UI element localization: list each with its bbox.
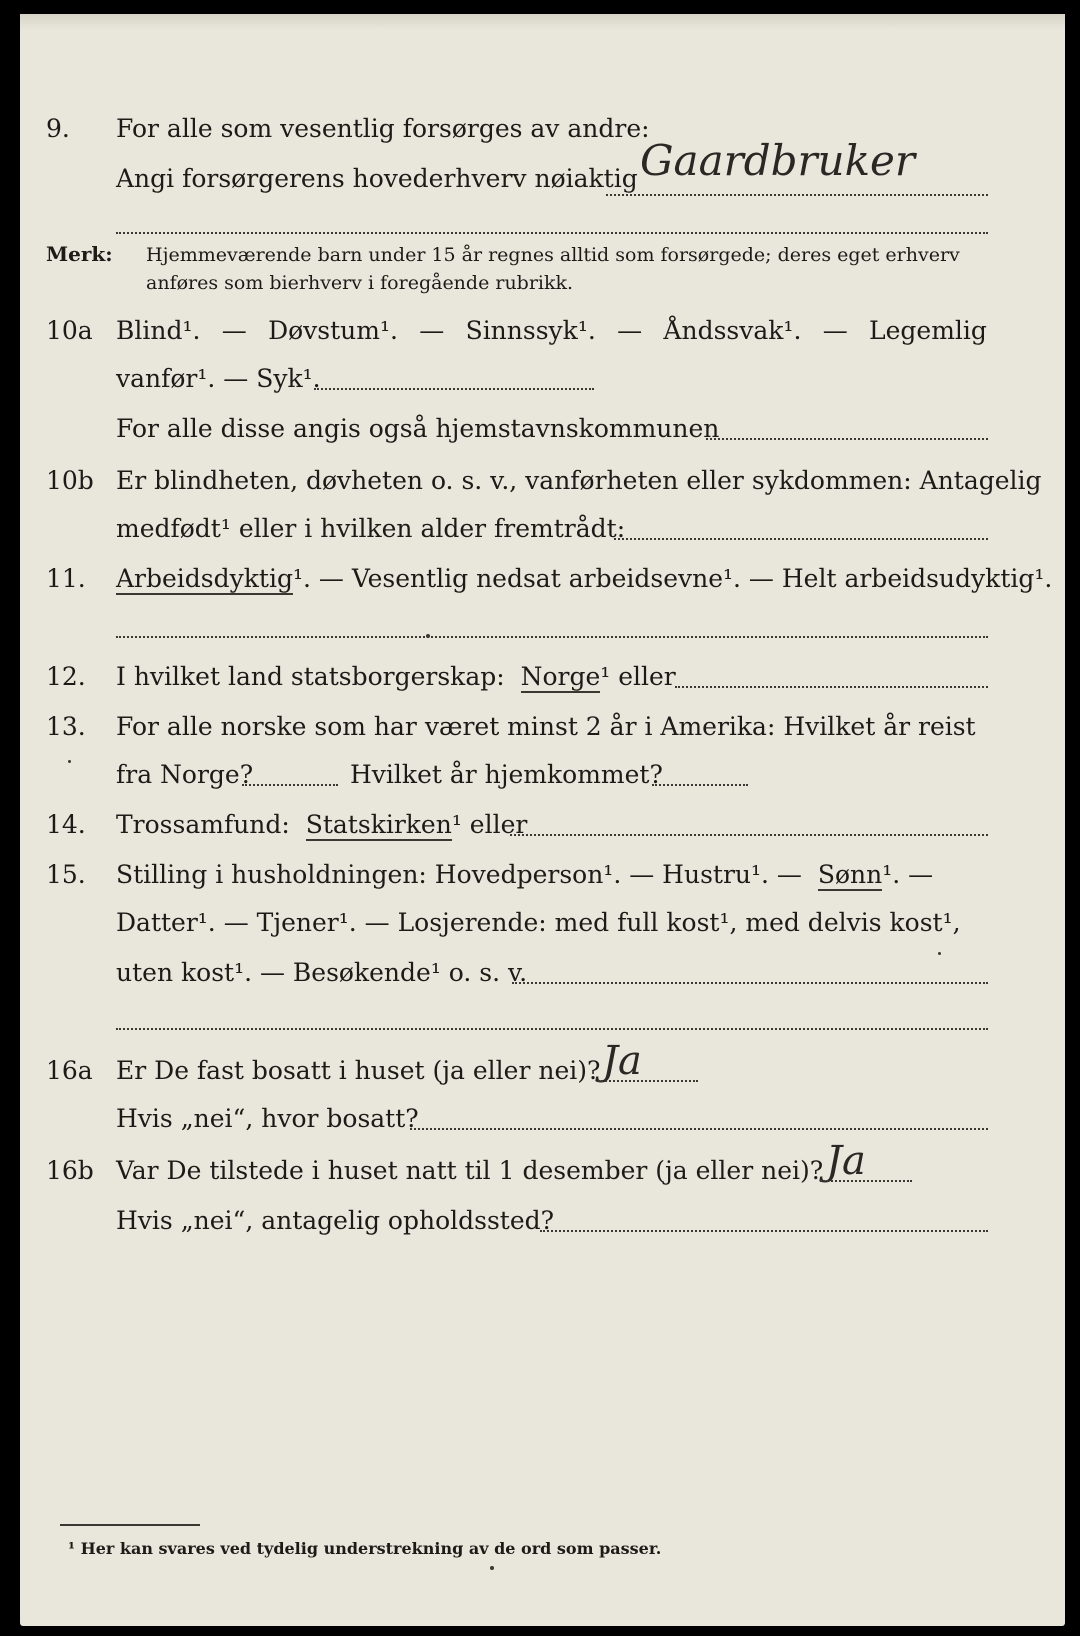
q16a-bosatt-line <box>410 1128 988 1130</box>
q14-number: 14. <box>46 810 86 839</box>
q9-answer-handwritten: Gaardbruker <box>640 136 915 185</box>
q10a-dash: — <box>822 316 848 345</box>
q16b-answer-handwritten: Ja <box>826 1138 866 1184</box>
paper-speck <box>490 1566 494 1570</box>
q11-rest: ¹. — Vesentlig nedsat arbeidsevne¹. — Helt arbeidsudyktig¹. <box>292 564 1053 593</box>
q10a-line2: vanfør¹. — Syk¹. <box>116 364 321 393</box>
q16a-answer-line <box>598 1080 698 1082</box>
q16a-line2: Hvis „nei“, hvor bosatt? <box>116 1104 419 1133</box>
q15-line3: uten kost¹. — Besøkende¹ o. s. v. <box>116 958 528 987</box>
q14-answer-line <box>510 834 988 836</box>
q16b-line1: Var De tilstede i huset natt til 1 desember (ja eller nei)? <box>116 1156 824 1185</box>
census-form-page <box>20 14 1065 1626</box>
q16a-number: 16a <box>46 1056 93 1085</box>
q11-extra-line <box>116 636 988 638</box>
q13-line1: For alle norske som har været minst 2 år i Amerika: Hvilket år reist <box>116 712 976 741</box>
q15-line1b: ¹. — <box>882 860 934 889</box>
q16b-number: 16b <box>46 1156 94 1185</box>
q15-extra-line <box>116 1028 988 1030</box>
q10b-answer-line <box>614 538 988 540</box>
q15-line1a: Stilling i husholdningen: Hovedperson¹. — Hustru¹. — <box>116 860 802 889</box>
merk-line1: Hjemmeværende barn under 15 år regnes alltid som forsørgede; deres eget erhverv <box>146 244 960 266</box>
merk-line2: anføres som bierhverv i foregående rubrikk. <box>146 272 574 294</box>
q14-line1 <box>116 810 527 839</box>
q12-underlined-answer: Norge <box>520 662 601 691</box>
footnote-rule <box>60 1524 200 1526</box>
q10b-number: 10b <box>46 466 94 495</box>
q15-line2: Datter¹. — Tjener¹. — Losjerende: med full kost¹, med delvis kost¹, <box>116 908 961 937</box>
q13-reist-line <box>242 784 338 786</box>
q12-prefix: I hvilket land statsborgerskap: <box>116 662 505 691</box>
q10a-syk-line <box>314 388 594 390</box>
q16b-opholdssted-line <box>540 1230 988 1232</box>
q9-line2: Angi forsørgerens hovederhverv nøiaktig <box>116 164 638 193</box>
q10a-word: Åndssvak¹. <box>663 316 802 345</box>
q11-underlined-answer: Arbeidsdyktig <box>116 564 293 593</box>
q14-underlined-answer: Statskirken <box>305 810 452 839</box>
q10a-word: Legemlig <box>869 316 987 345</box>
q16b-answer-line <box>820 1180 912 1182</box>
q10a-line3: For alle disse angis også hjemstavnskommunen <box>116 414 720 443</box>
q11-line1 <box>116 564 1052 593</box>
q14-prefix: Trossamfund: <box>116 810 290 839</box>
q9-answer-line <box>606 194 988 196</box>
q10a-line1 <box>116 316 987 345</box>
q16a-line1: Er De fast bosatt i huset (ja eller nei)? <box>116 1056 601 1085</box>
q9-number: 9. <box>46 114 70 143</box>
paper-speck <box>426 634 430 638</box>
q15-number: 15. <box>46 860 86 889</box>
q16a-answer-handwritten: Ja <box>602 1038 642 1084</box>
merk-label: Merk: <box>46 242 113 266</box>
q10a-number: 10a <box>46 316 93 345</box>
q13-hjemkommet-line <box>652 784 748 786</box>
q10a-dash: — <box>221 316 247 345</box>
q12-answer-line <box>675 686 988 688</box>
q12-line1 <box>116 662 676 691</box>
footnote: ¹ Her kan svares ved tydelig understrekning av de ord som passer. <box>68 1539 662 1558</box>
q10a-word: Blind¹. <box>116 316 201 345</box>
q10a-dash: — <box>617 316 643 345</box>
q10b-line2: medfødt¹ eller i hvilken alder fremtrådt: <box>116 514 626 543</box>
q15-underlined-answer: Sønn <box>817 860 883 889</box>
q9-extra-line <box>116 232 988 234</box>
q15-line1 <box>116 860 933 889</box>
q13-line2a: fra Norge? <box>116 760 254 789</box>
paper-speck <box>68 760 71 763</box>
q12-number: 12. <box>46 662 86 691</box>
q9-line1: For alle som vesentlig forsørges av andre: <box>116 114 650 143</box>
q10b-line1: Er blindheten, døvheten o. s. v., vanførheten eller sykdommen: Antagelig <box>116 466 1042 495</box>
q12-suffix: ¹ eller <box>600 662 676 691</box>
q11-number: 11. <box>46 564 86 593</box>
q14-suffix: ¹ eller <box>451 810 528 839</box>
q15-answer-line <box>512 982 988 984</box>
page-top-edge <box>20 14 1065 30</box>
paper-speck <box>938 952 941 955</box>
q13-number: 13. <box>46 712 86 741</box>
q10a-word: Døvstum¹. <box>268 316 398 345</box>
q10a-word: Sinnssyk¹. <box>465 316 596 345</box>
q10a-dash: — <box>419 316 445 345</box>
q16b-line2: Hvis „nei“, antagelig opholdssted? <box>116 1206 555 1235</box>
q10a-kommune-line <box>706 438 988 440</box>
q13-line2b: Hvilket år hjemkommet? <box>350 760 663 789</box>
